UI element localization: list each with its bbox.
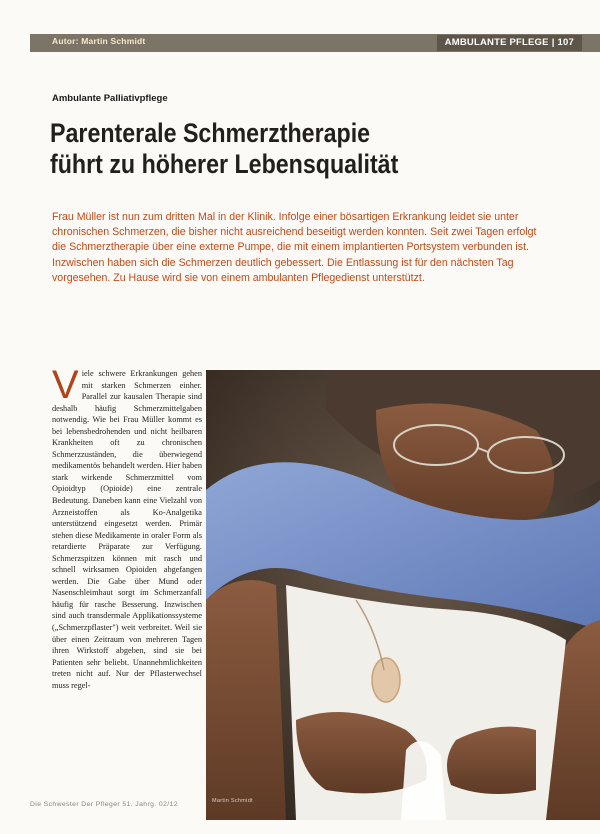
- port-dressing: [372, 658, 400, 702]
- author-line: Autor: Martin Schmidt: [52, 36, 146, 46]
- headline-line-2: führt zu höherer Lebensqualität: [50, 149, 399, 179]
- page-number: 107: [557, 37, 574, 48]
- section-separator: |: [551, 37, 555, 48]
- section-name: AMBULANTE PFLEGE: [444, 37, 549, 48]
- article-body: [52, 368, 202, 784]
- body-text: iele schwere Erkrankungen gehen mit starken Schmerzen einher. Parallel zur kausalen Therapie sind deshalb häufig Schmerzmittelgaben notwendig. Wie bei Frau Müller kommt es bei lebensbedrohenden und nicht heilbaren Krankheiten oft zu chronischen Schmerzzuständen, die überwiegend medikamentös behandelt werden. Hier haben stark wirkende Schmerzmittel vom Opioidtyp (Opioide) eine zentrale Bedeutung. Daneben kann eine Vielzahl von Arzneistoffen als Ko-Analgetika unterstützend eingesetzt werden. Primär stehen diese Medikamente in oraler Form als retardierte Präparate zur Verfügung. Schmerzspitzen können mit rasch und schnell wirksamen Opioiden abgefangen werden. Die Gabe über Mund oder Nasenschleimhaut sorgt im Schmerzanfall häufig für rasche Besserung. Inzwischen sind auch transdermale Applikationssysteme („Schmerzpflaster") weit verbreitet. Weil sie über einen Zeitraum von mehreren Tagen ihren Wirkstoff abgeben, sind sie bei Patienten sehr beliebt. Unannehmlichkeiten treten nicht auf. Nur der Pflasterwechsel muss regel-: [52, 369, 202, 690]
- photo-illustration: [206, 370, 600, 820]
- drop-cap: V: [52, 368, 79, 407]
- article-lead: Frau Müller ist nun zum dritten Mal in der Klinik. Infolge einer bösartigen Erkrankung leidet sie unter chronischen Schmerzen, die bisher nicht ausreichend beseitigt werden konnten. Seit zwei Tagen erfolgt die Schmerztherapie über eine externe Pumpe, die mit einem implantierten Portsystem verbunden ist. Inzwischen haben sich die Schmerzen deutlich gebessert. Die Entlassung ist für den nächsten Tag vorgesehen. Zu Hause wird sie von einem ambulanten Pflegedienst unterstützt.: [52, 211, 537, 284]
- article-photo: [206, 370, 600, 820]
- headline-line-1: Parenterale Schmerztherapie: [50, 118, 371, 148]
- photo-credit: Martin Schmidt: [212, 798, 253, 804]
- section-label: [437, 35, 582, 51]
- gauze-pad: [401, 741, 446, 820]
- article-kicker: Ambulante Palliativpflege: [52, 93, 168, 104]
- left-arm: [206, 580, 286, 820]
- article-headline: [50, 118, 497, 180]
- footer-source: Die Schwester Der Pfleger 51. Jahrg. 02/12: [30, 801, 178, 808]
